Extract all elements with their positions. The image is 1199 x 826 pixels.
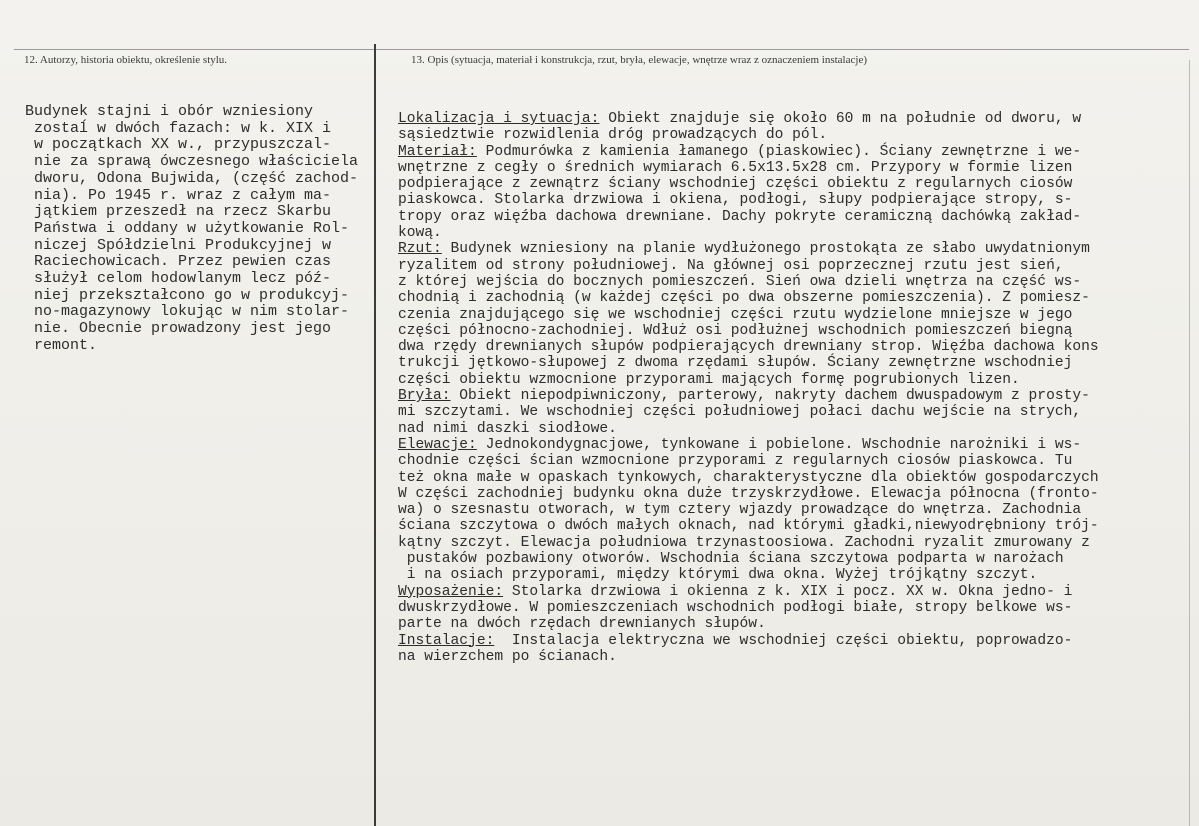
- section-label: Bryła:: [398, 388, 451, 405]
- section-text: Budynek wzniesiony na planie wydłużonego prostokąta ze słabo uwydatnionym ryzalitem od strony południowej. Na głównej osi poprzecznej rzutu jest sień, z której wejścia do bocznych pomieszczeń. Sień owa dzieli wnętrza na część ws- chodnią i zachodnią (w każdej części po dwa obszerne pomieszczenia). Z pomiesz- czenia znajdującego się we wschodniej części rzutu wydzielone mniejsze w jego części północno-zachodniej. Wdłuż osi podłużnej wschodnich pomieszczeń biegną dwa rzędy drewnianych słupów podpierających drewniany strop. Więźba dachowa kons trukcji jętkowo-słupowej z dwoma rzędami słupów. Ściany zewnętrzne wschodniej części obiektu wzmocnione przyporami mających formę pogrubionych lizen.: [398, 241, 1099, 388]
- section-label: Rzut:: [398, 241, 442, 258]
- section-installations: [398, 633, 1189, 666]
- column-divider: [374, 44, 376, 826]
- section-text: Jednokondygnacjowe, tynkowane i pobielone. Wschodnie narożniki i ws- chodnie części ścian wzmocnione przyporami z regularnych ciosów piaskowca. Tu też okna małe w opaskach tynkowych, charakterystyczne dla obiektów gospodarczych W części zachodniej budynku okna duże trzyskrzydłowe. Elewacja północna (fronto- wa) o szesnastu otworach, w tym cztery wjazdy prowadzące do wnętrza. Zachodnia ściana szczytowa o dwóch małych oknach, nad którymi gładki,niewyodrębniony trój- kątny szczyt. Elewacja południowa trzynastoosiowa. Zachodni ryzalit zmurowany z pustaków pozbawiony otworów. Wschodnia ściana szczytowa podparta w narożach i na osiach przyporami, między którymi dwa okna. Wyżej trójkątny szczyt.: [398, 436, 1099, 584]
- right-border: [1189, 60, 1190, 826]
- section-text: Obiekt znajduje się około 60 m na południe od dworu, w sąsiedztwie rozwidlenia dróg prowadzących do pól.: [398, 111, 1082, 144]
- section-12-heading: 12. Autorzy, historia obiektu, określenie stylu.: [24, 54, 228, 66]
- header-rule: [14, 49, 1189, 50]
- section-label: Lokalizacja i sytuacja:: [398, 111, 600, 127]
- section-text: Stolarka drzwiowa i okienna z k. XIX i pocz. XX w. Okna jedno- i dwuskrzydłowe. W pomieszczeniach wschodnich podłogi białe, stropy belkowe ws- parte na dwóch rzędach drewnianych słupów.: [398, 583, 1073, 633]
- section-text: Obiekt niepodpiwniczony, parterowy, nakryty dachem dwuspadowym z prosty- mi szczytami. We wschodniej części południowej połaci dachu wejście na strych, nad nimi daszki siodłowe.: [398, 388, 1090, 437]
- section-plan: [398, 241, 1189, 388]
- description-column: [398, 111, 1189, 665]
- section-label: Wyposażenie:: [398, 583, 504, 600]
- section-text: Instalacja elektryczna we wschodniej części obiektu, poprowadzo- na wierzchem po ścianach.: [398, 632, 1073, 665]
- section-elevations: [398, 437, 1189, 584]
- history-text: Budynek stajni i obór wzniesiony zostaĺ w dwóch fazach: w k. XIX i w początkach XX w., przypuszczal- nie za sprawą ówczesnego właściciela dworu, Odona Bujwida, (część zachod- nia). Po 1945 r. wraz z całym ma- jątkiem przeszedł na rzecz Skarbu Państwa i oddany w użytkowanie Rol- niczej Spółdzielni Produkcyjnej w Raciechowicach. Przez pewien czas służył celom hodowlanym lecz póź- niej przekształcono go w produkcyj- no-magazynowy lokując w nim stolar- nie. Obecnie prowadzony jest jego remont.: [25, 103, 359, 354]
- section-label: Materiał:: [398, 143, 477, 160]
- section-location: [398, 111, 1189, 144]
- section-text: Podmurówka z kamienia łamanego (piaskowiec). Ściany zewnętrzne i we- wnętrzne z cegły o średnich wymiarach 6.5x13.5x28 cm. Przypory w formie lizen podpierające z zewnątrz ściany wschodniej części obiektu z regularnych ciosów piaskowca. Stolarka drzwiowa i okiena, podłogi, słupy podpierające stropy, s- tropy oraz więźba dachowa drewniane. Dachy pokryte ceramiczną dachówką zakład- kową.: [398, 143, 1082, 242]
- section-13-heading: 13. Opis (sytuacja, materiał i konstrukcja, rzut, bryła, elewacje, wnętrze wraz z oznaczeniem instalacje): [411, 54, 867, 66]
- section-massing: [398, 388, 1189, 437]
- section-label: Instalacje:: [398, 632, 495, 649]
- section-furnishings: [398, 584, 1189, 633]
- section-material: [398, 144, 1189, 242]
- section-label: Elewacje:: [398, 436, 477, 453]
